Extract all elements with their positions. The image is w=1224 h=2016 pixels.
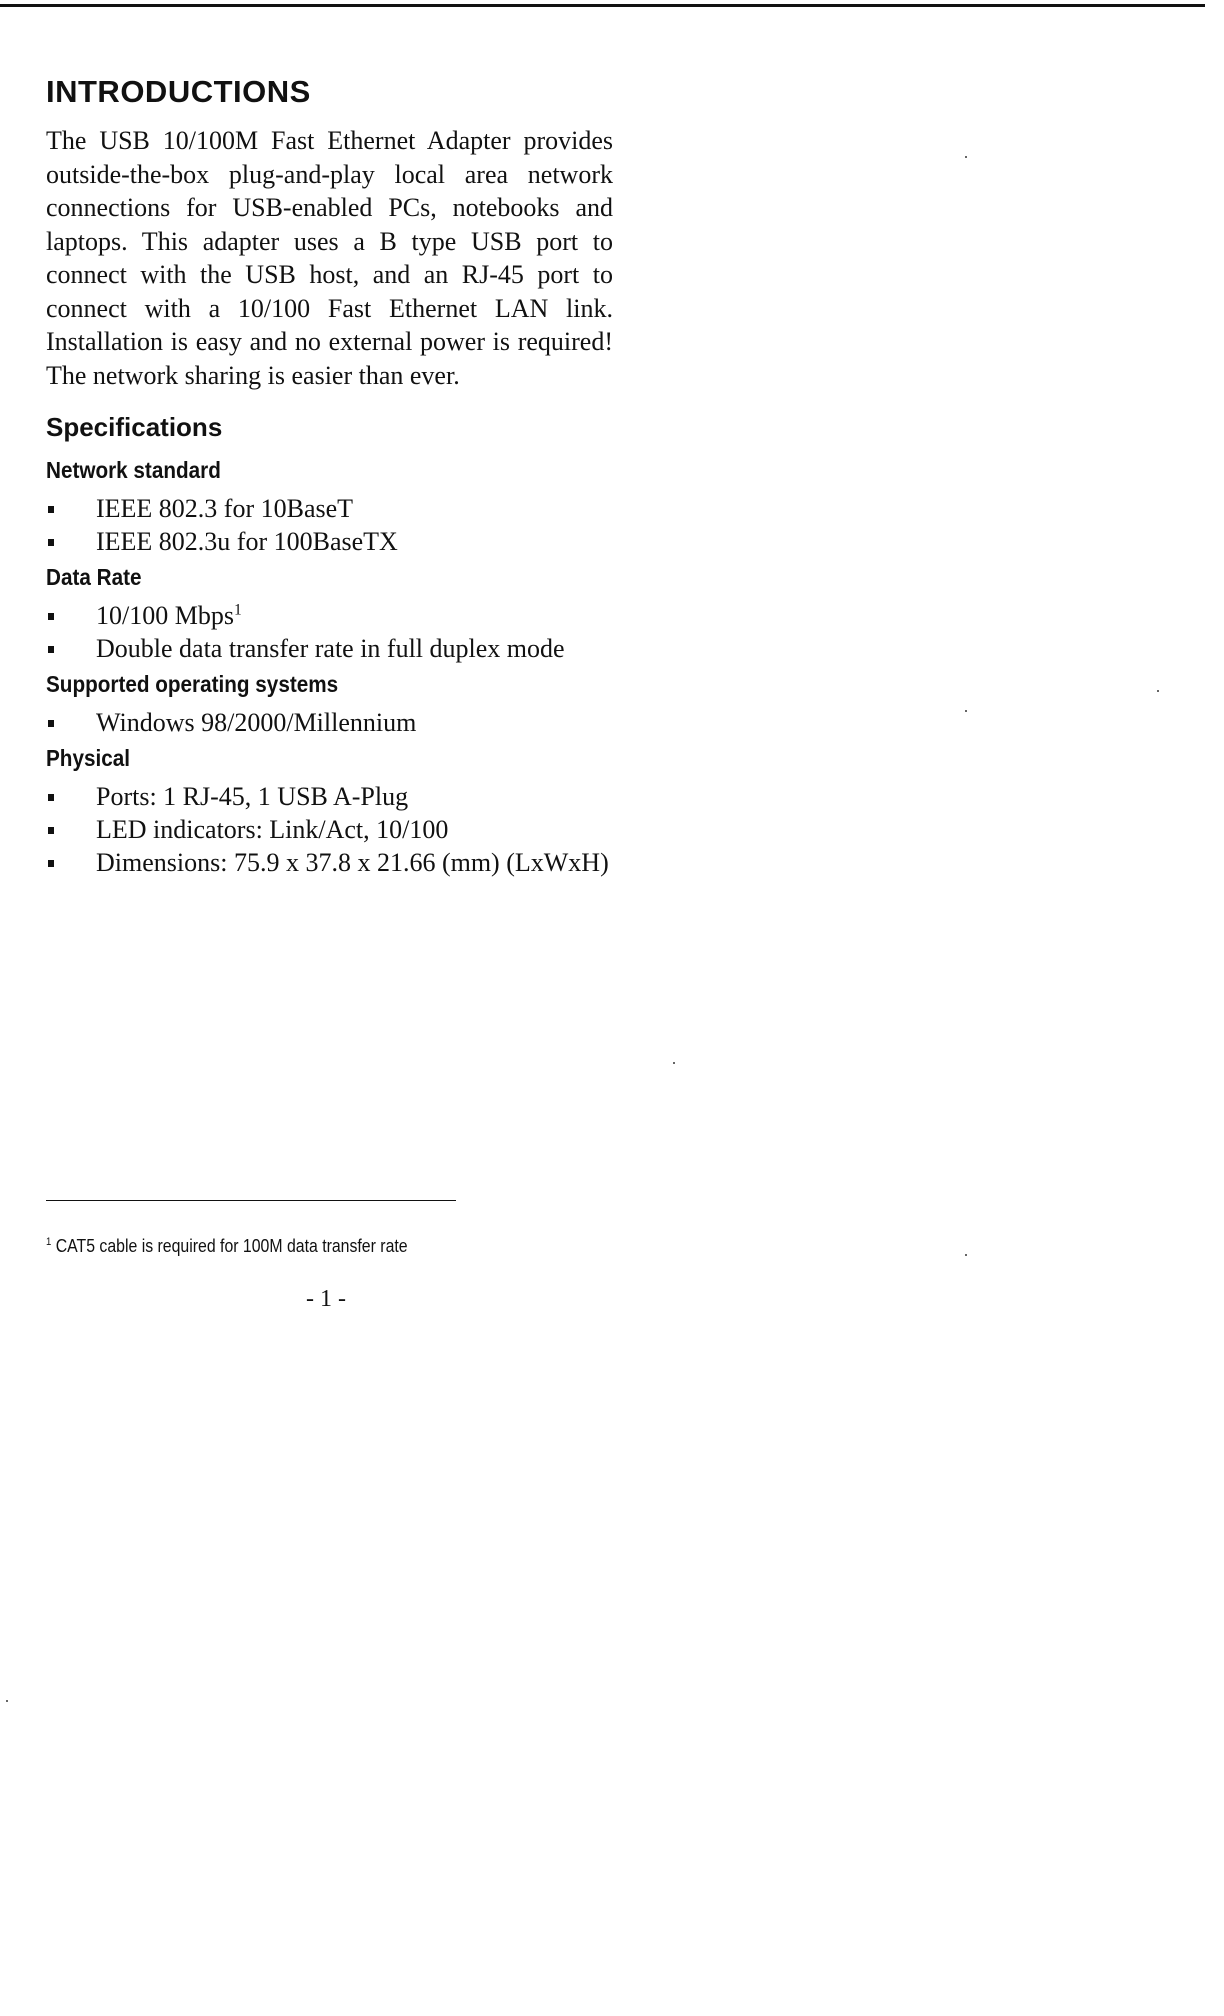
list-item [46, 525, 613, 558]
scan-speck [1157, 690, 1159, 692]
specifications-heading: Specifications [46, 412, 223, 442]
data-rate-heading: Data Rate [46, 564, 142, 590]
page-title: INTRODUCTIONS [46, 74, 311, 109]
network-standard-list [46, 492, 613, 558]
bullet-icon [48, 860, 54, 867]
list-item-text: Windows 98/2000/Millennium [96, 708, 417, 737]
page-number: - 1 - [306, 1286, 346, 1312]
footnote-separator [46, 1200, 456, 1201]
physical-heading: Physical [46, 745, 131, 771]
bullet-icon [48, 539, 54, 546]
operating-systems-heading: Supported operating systems [46, 671, 339, 697]
network-standard-heading: Network standard [46, 457, 221, 483]
scan-speck [965, 710, 967, 712]
list-item-text: IEEE 802.3u for 100BaseTX [96, 527, 398, 556]
bullet-icon [48, 794, 54, 801]
list-item [46, 706, 613, 739]
scan-speck [965, 1254, 967, 1256]
top-rule [0, 4, 1205, 7]
bullet-icon [48, 646, 54, 653]
list-item [46, 813, 613, 846]
list-item-text: Ports: 1 RJ-45, 1 USB A-Plug [96, 782, 409, 811]
list-item [46, 846, 613, 879]
bullet-icon [48, 827, 54, 834]
list-item-text: 10/100 Mbps [96, 601, 234, 630]
footnote [46, 1236, 408, 1257]
document-page [46, 74, 613, 885]
footnote-number: 1 [46, 1236, 52, 1248]
list-item [46, 599, 613, 632]
operating-systems-list [46, 706, 613, 739]
list-item-text: Double data transfer rate in full duplex mode [96, 634, 565, 663]
list-item [46, 632, 613, 665]
footnote-marker: 1 [233, 601, 242, 619]
scan-speck [965, 156, 967, 158]
footnote-text: CAT5 cable is required for 100M data transfer rate [55, 1236, 408, 1256]
list-item [46, 780, 613, 813]
scan-speck [6, 1700, 8, 1702]
list-item [46, 492, 613, 525]
data-rate-list [46, 599, 613, 665]
intro-paragraph: The USB 10/100M Fast Ethernet Adapter provides outside-the-box plug-and-play local area network connections for USB-enabled PCs, notebooks and laptops. This adapter uses a B type USB port to connect with the USB host, and an RJ-45 port to connect with a 10/100 Fast Ethernet LAN link. Installation is easy and no external power is required! The network sharing is easier than ever. [46, 126, 613, 390]
list-item-text: LED indicators: Link/Act, 10/100 [96, 815, 449, 844]
bullet-icon [48, 720, 54, 727]
list-item-text: IEEE 802.3 for 10BaseT [96, 494, 354, 523]
physical-list [46, 780, 613, 879]
list-item-text: Dimensions: 75.9 x 37.8 x 21.66 (mm) (LxWxH) [96, 848, 609, 877]
bullet-icon [48, 506, 54, 513]
scan-speck [673, 1062, 675, 1064]
bullet-icon [48, 613, 54, 620]
